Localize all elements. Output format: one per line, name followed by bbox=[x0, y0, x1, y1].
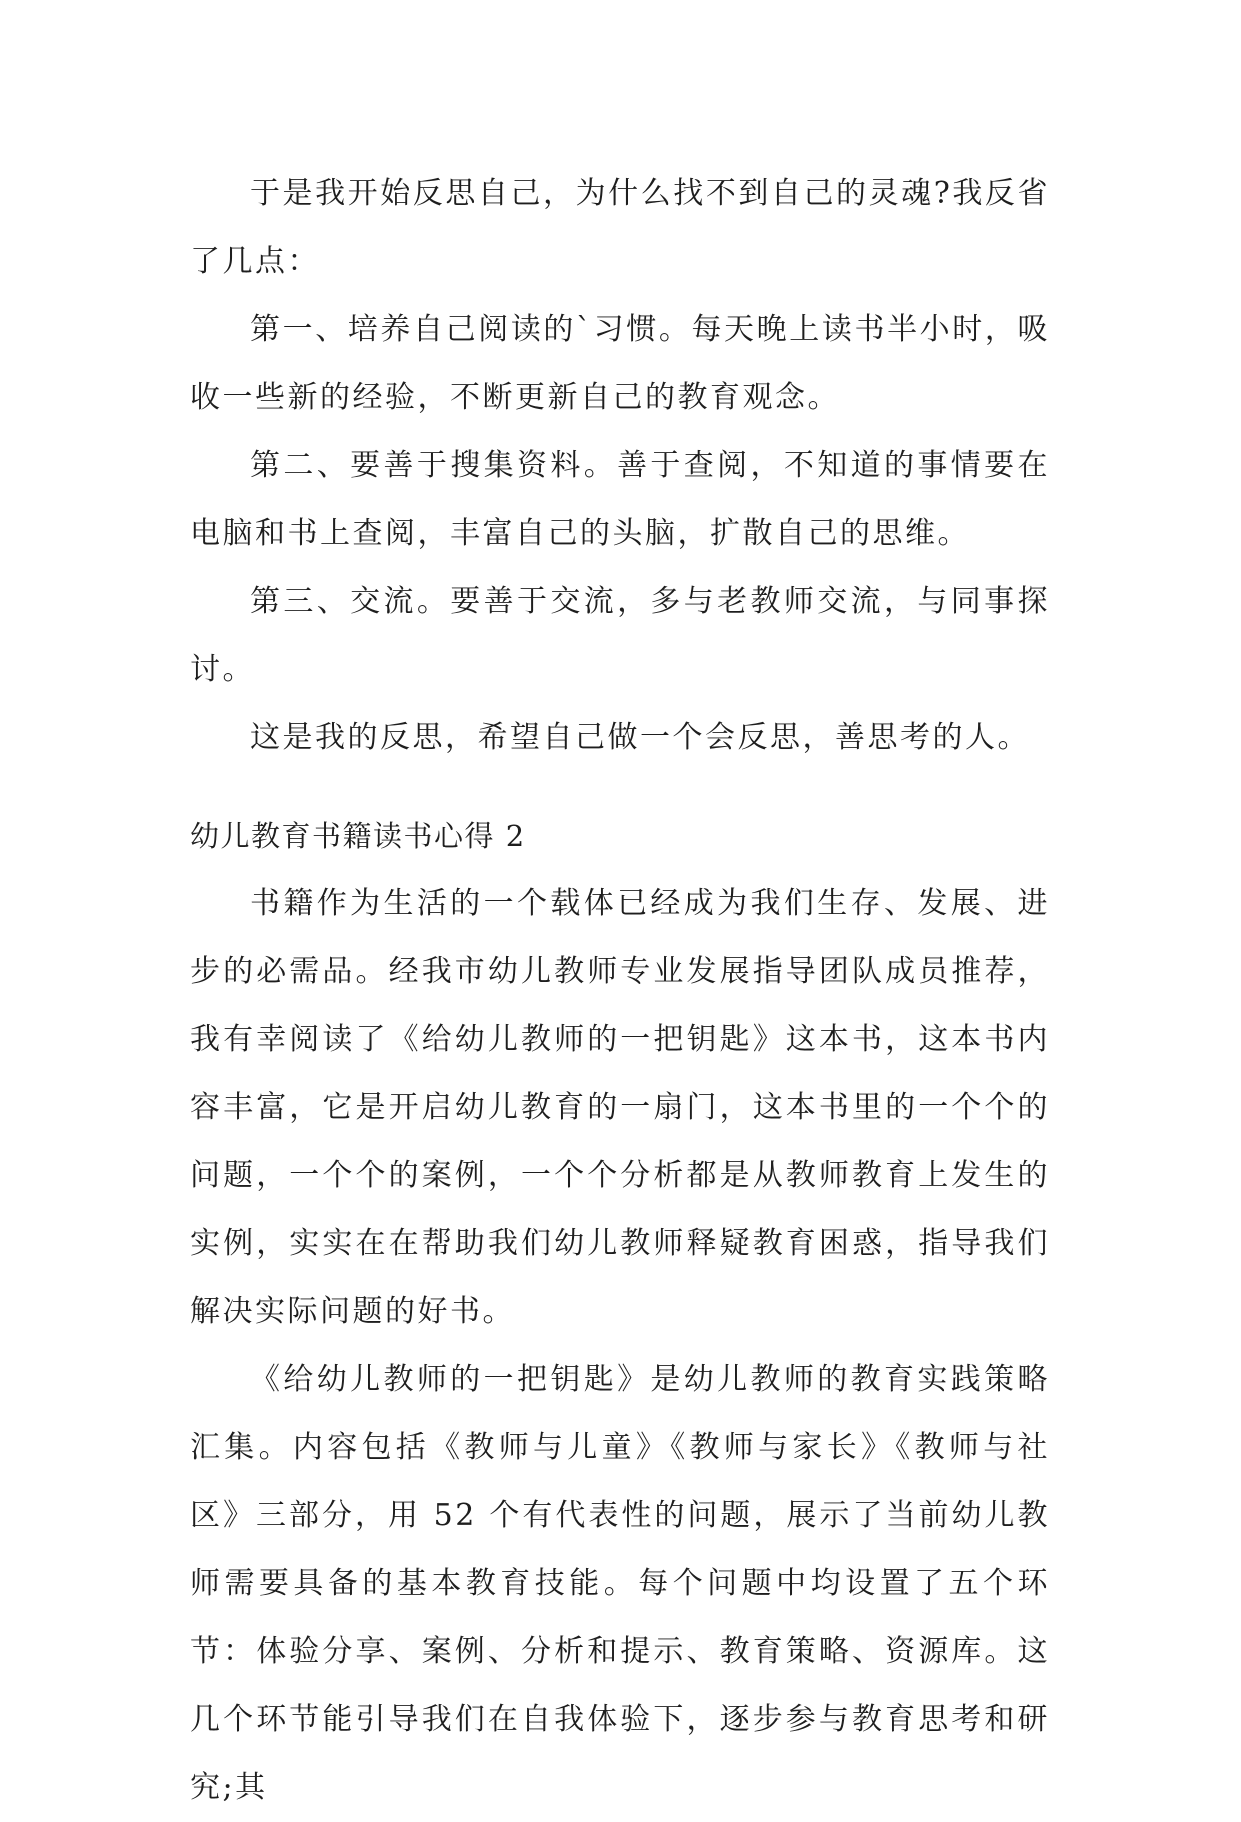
paragraph: 第一、培养自己阅读的`习惯。每天晚上读书半小时，吸收一些新的经验，不断更新自己的教育观念。 bbox=[190, 312, 1050, 415]
paragraph: 第三、交流。要善于交流，多与老教师交流，与同事探讨。 bbox=[190, 584, 1050, 687]
paragraph: 第二、要善于搜集资料。善于查阅，不知道的事情要在电脑和书上查阅，丰富自己的头脑，扩散自己的思维。 bbox=[190, 448, 1050, 551]
paragraph: 于是我开始反思自己，为什么找不到自己的灵魂?我反省了几点： bbox=[190, 176, 1050, 279]
paragraph: 《给幼儿教师的一把钥匙》是幼儿教师的教育实践策略汇集。内容包括《教师与儿童》《教师与家长》《教师与社区》三部分，用 52 个有代表性的问题，展示了当前幼儿教师需要具备的基本教育技能。每个问题中均设置了五个环节：体验分享、案例、分析和提示、教育策略、资源库。这几个环节能引导我们在自我体验下，逐步参与教育思考和研究;其 bbox=[190, 1362, 1050, 1805]
section-heading: 幼儿教育书籍读书心得 2 bbox=[190, 819, 526, 853]
paragraph: 这是我的反思，希望自己做一个会反思，善思考的人。 bbox=[250, 720, 1030, 755]
document-body bbox=[190, 160, 1050, 1822]
paragraph: 书籍作为生活的一个载体已经成为我们生存、发展、进步的必需品。经我市幼儿教师专业发展指导团队成员推荐，我有幸阅读了《给幼儿教师的一把钥匙》这本书，这本书内容丰富，它是开启幼儿教育的一扇门，这本书里的一个个的问题，一个个的案例，一个个分析都是从教师教育上发生的实例，实实在在帮助我们幼儿教师释疑教育困惑，指导我们解决实际问题的好书。 bbox=[190, 886, 1050, 1329]
